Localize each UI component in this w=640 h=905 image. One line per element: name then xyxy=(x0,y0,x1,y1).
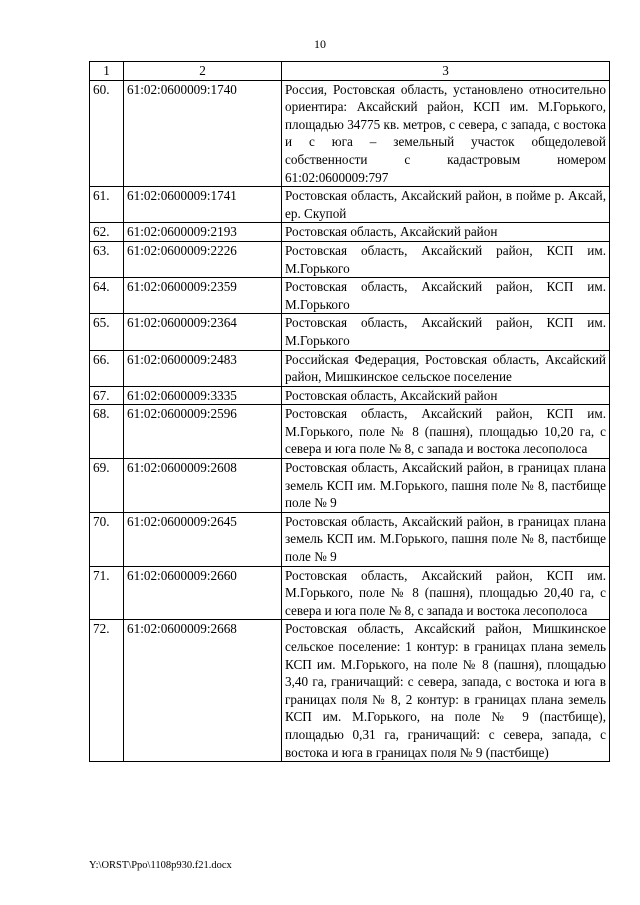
cadastral-number: 61:02:0600009:2608 xyxy=(124,459,282,513)
row-number: 72. xyxy=(90,620,124,762)
table-row xyxy=(90,405,610,459)
row-number: 67. xyxy=(90,386,124,405)
cadastral-number: 61:02:0600009:2596 xyxy=(124,405,282,459)
cadastral-number: 61:02:0600009:2193 xyxy=(124,223,282,242)
land-plots-table xyxy=(89,61,610,762)
plot-address: Ростовская область, Аксайский район, КСП им. М.Горького, поле № 8 (пашня), площадью 20,40 га, с севера и юга поле № 8, с запада и востока лесополоса xyxy=(282,566,610,620)
plot-address: Российская Федерация, Ростовская область, Аксайский район, Мишкинское сельское поселение xyxy=(282,350,610,386)
row-number: 61. xyxy=(90,187,124,223)
cadastral-number: 61:02:0600009:2364 xyxy=(124,314,282,350)
table-header-row xyxy=(90,62,610,81)
cadastral-number: 61:02:0600009:2660 xyxy=(124,566,282,620)
plot-address: Ростовская область, Аксайский район xyxy=(282,386,610,405)
table-row xyxy=(90,512,610,566)
cadastral-number: 61:02:0600009:1740 xyxy=(124,80,282,187)
table-row xyxy=(90,459,610,513)
cadastral-number: 61:02:0600009:2483 xyxy=(124,350,282,386)
table-row xyxy=(90,620,610,762)
plot-address: Ростовская область, Аксайский район, КСП им. М.Горького xyxy=(282,314,610,350)
cadastral-number: 61:02:0600009:2645 xyxy=(124,512,282,566)
table-row xyxy=(90,314,610,350)
table-row xyxy=(90,80,610,187)
column-header-cadastral: 2 xyxy=(124,62,282,81)
table-row xyxy=(90,278,610,314)
column-header-number: 1 xyxy=(90,62,124,81)
plot-address: Ростовская область, Аксайский район, КСП им. М.Горького xyxy=(282,241,610,277)
row-number: 62. xyxy=(90,223,124,242)
table-row xyxy=(90,223,610,242)
cadastral-number: 61:02:0600009:2359 xyxy=(124,278,282,314)
plot-address: Ростовская область, Аксайский район, в границах плана земель КСП им. М.Горького, пашня поле № 8, пастбище поле № 9 xyxy=(282,459,610,513)
table-row xyxy=(90,241,610,277)
row-number: 66. xyxy=(90,350,124,386)
plot-address: Ростовская область, Аксайский район, КСП им. М.Горького, поле № 8 (пашня), площадью 10,20 га, с севера и юга поле № 8, с запада и востока лесополоса xyxy=(282,405,610,459)
row-number: 70. xyxy=(90,512,124,566)
plot-address: Ростовская область, Аксайский район, КСП им. М.Горького xyxy=(282,278,610,314)
row-number: 64. xyxy=(90,278,124,314)
row-number: 71. xyxy=(90,566,124,620)
row-number: 68. xyxy=(90,405,124,459)
plot-address: Ростовская область, Аксайский район xyxy=(282,223,610,242)
table-row xyxy=(90,386,610,405)
table-row xyxy=(90,350,610,386)
file-path-footer: Y:\ORST\Ppo\1108p930.f21.docx xyxy=(89,860,232,871)
row-number: 60. xyxy=(90,80,124,187)
plot-address: Ростовская область, Аксайский район, в границах плана земель КСП им. М.Горького, пашня поле № 8, пастбище поле № 9 xyxy=(282,512,610,566)
page-number: 10 xyxy=(314,37,326,51)
cadastral-number: 61:02:0600009:2226 xyxy=(124,241,282,277)
row-number: 63. xyxy=(90,241,124,277)
cadastral-number: 61:02:0600009:3335 xyxy=(124,386,282,405)
row-number: 65. xyxy=(90,314,124,350)
cadastral-number: 61:02:0600009:1741 xyxy=(124,187,282,223)
plot-address: Россия, Ростовская область, установлено относительно ориентира: Аксайский район, КСП им. М.Горького, площадью 34775 кв. метров, с севера, с запада, с востока и с юга – земельный участок общедолевой собственности с кадастровым номером 61:02:0600009:797 xyxy=(282,80,610,187)
plot-address: Ростовская область, Аксайский район, Мишкинское сельское поселение: 1 контур: в границах плана земель КСП им. М.Горького, на поле № 8 (пашня), площадью 3,40 га, граничащий: с севера, запада, с востока и юга в границах поля № 8, 2 контур: в границах плана земель КСП им. М.Горького, на поле № 9 (пастбище), площадью 0,31 га, граничащий: с севера, запада, с востока и юга в границах поля № 9 (пастбище) xyxy=(282,620,610,762)
cadastral-number: 61:02:0600009:2668 xyxy=(124,620,282,762)
row-number: 69. xyxy=(90,459,124,513)
plot-address: Ростовская область, Аксайский район, в пойме р. Аксай, ер. Скупой xyxy=(282,187,610,223)
column-header-address: 3 xyxy=(282,62,610,81)
table-row xyxy=(90,566,610,620)
table-row xyxy=(90,187,610,223)
